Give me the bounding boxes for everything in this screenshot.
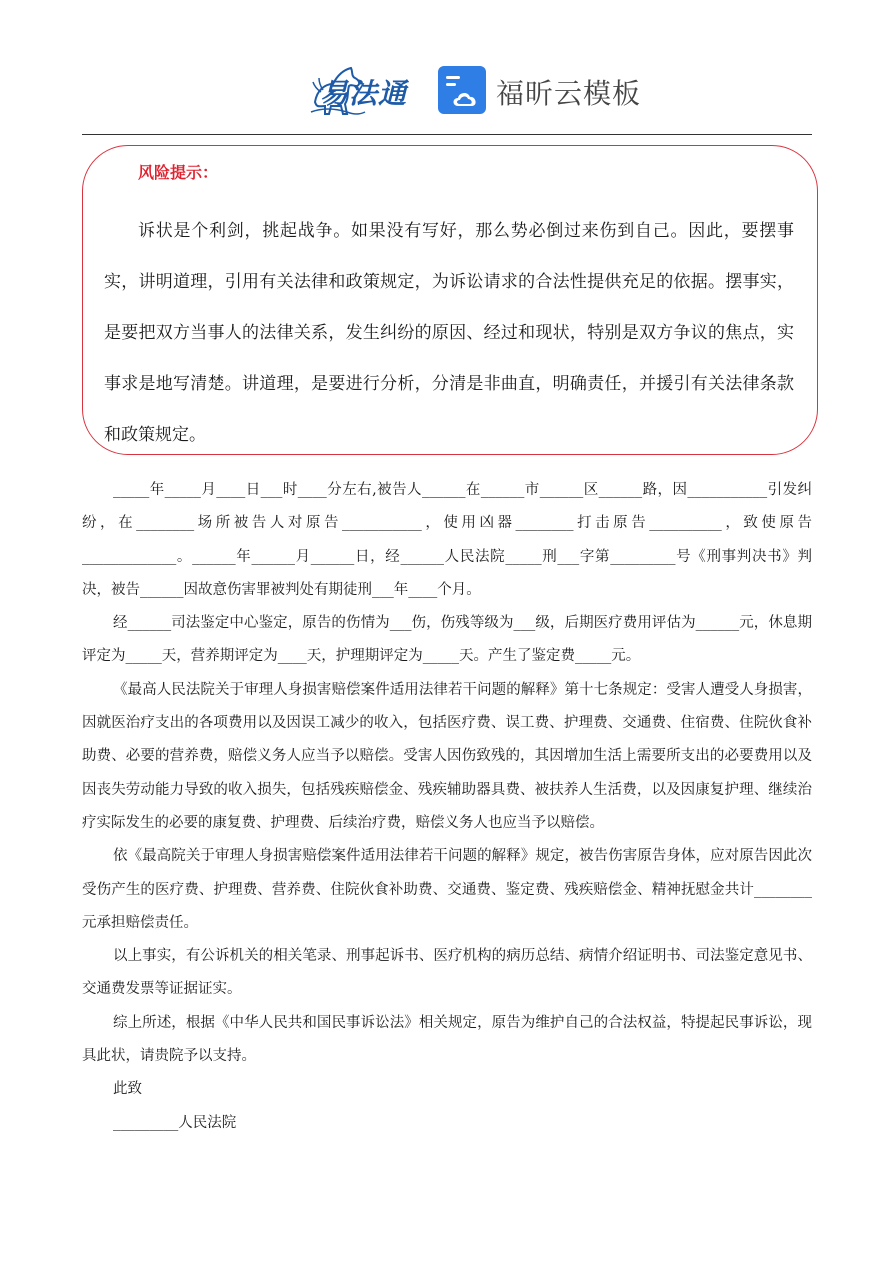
complaint-body xyxy=(82,474,812,1140)
page-header xyxy=(0,58,893,122)
conclusion-paragraph: 综上所述，根据《中华人民共和国民事诉讼法》相关规定，原告为维护自己的合法权益，特提起民事诉讼，现具此状，请贵院予以支持。 xyxy=(82,1014,812,1065)
cloud-document-icon xyxy=(436,64,488,116)
evidence-paragraph: 以上事实，有公诉机关的相关笔录、刑事起诉书、医疗机构的病历总结、病情介绍证明书、司法鉴定意见书、交通费发票等证据证实。 xyxy=(82,948,812,998)
facts-paragraph: _____年_____月____日___时____分左右,被告人______在______市______区______路，因___________引发纠纷，在________场所被告人对原告___________，使用凶器________打击原告__________，致使原告_____________。______年______月______日，经______人民法院_____刑___字第_________号《刑事判决书》判决，被告______因故意伤害罪被判处有期徒刑___年____个月。 xyxy=(82,482,812,598)
compensation-paragraph: 依《最高院关于审理人身损害赔偿案件适用法律若干问题的解释》规定，被告伤害原告身体，应对原告因此次受伤产生的医疗费、护理费、营养费、住院伙食补助费、交通费、鉴定费、残疾赔偿金、精神抚慰金共计________元承担赔偿责任。 xyxy=(82,848,812,931)
risk-warning-title: 风险提示： xyxy=(138,163,219,182)
closing-salutation: 此致 xyxy=(113,1081,142,1098)
appraisal-paragraph: 经______司法鉴定中心鉴定，原告的伤情为___伤，伤残等级为___级，后期医疗费用评估为______元，休息期评定为_____天，营养期评定为____天，护理期评定为_____天。产生了鉴定费_____元。 xyxy=(82,615,812,665)
yifatong-logo-text: 易法通 xyxy=(320,77,408,110)
legal-basis-paragraph: 《最高人民法院关于审理人身损害赔偿案件适用法律若干问题的解释》第十七条规定：受害人遭受人身损害，因就医治疗支出的各项费用以及因误工减少的收入，包括医疗费、误工费、护理费、交通费、住宿费、住院伙食补助费、必要的营养费，赔偿义务人应当予以赔偿。受害人因伤致残的，其因增加生活上需要所支出的必要费用以及因丧失劳动能力导致的收入损失，包括残疾赔偿金、残疾辅助器具费、被扶养人生活费，以及因康复护理、继续治疗实际发生的必要的康复费、护理费、后续治疗费，赔偿义务人也应当予以赔偿。 xyxy=(82,681,812,831)
risk-warning-text: 诉状是个利剑，挑起战争。如果没有写好，那么势必倒过来伤到自己。因此，要摆事实，讲明道理，引用有关法律和政策规定，为诉讼请求的合法性提供充足的依据。摆事实，是要把双方当事人的法律关系，发生纠纷的原因、经过和现状，特别是双方争议的焦点，实事求是地写清楚。讲道理，是要进行分析，分清是非曲直，明确责任，并援引有关法律条款和政策规定。 xyxy=(104,221,794,445)
fuxin-template-logo-text: 福昕云模板 xyxy=(496,77,642,110)
header-divider xyxy=(82,134,812,135)
court-addressee: _________人民法院 xyxy=(113,1114,237,1131)
